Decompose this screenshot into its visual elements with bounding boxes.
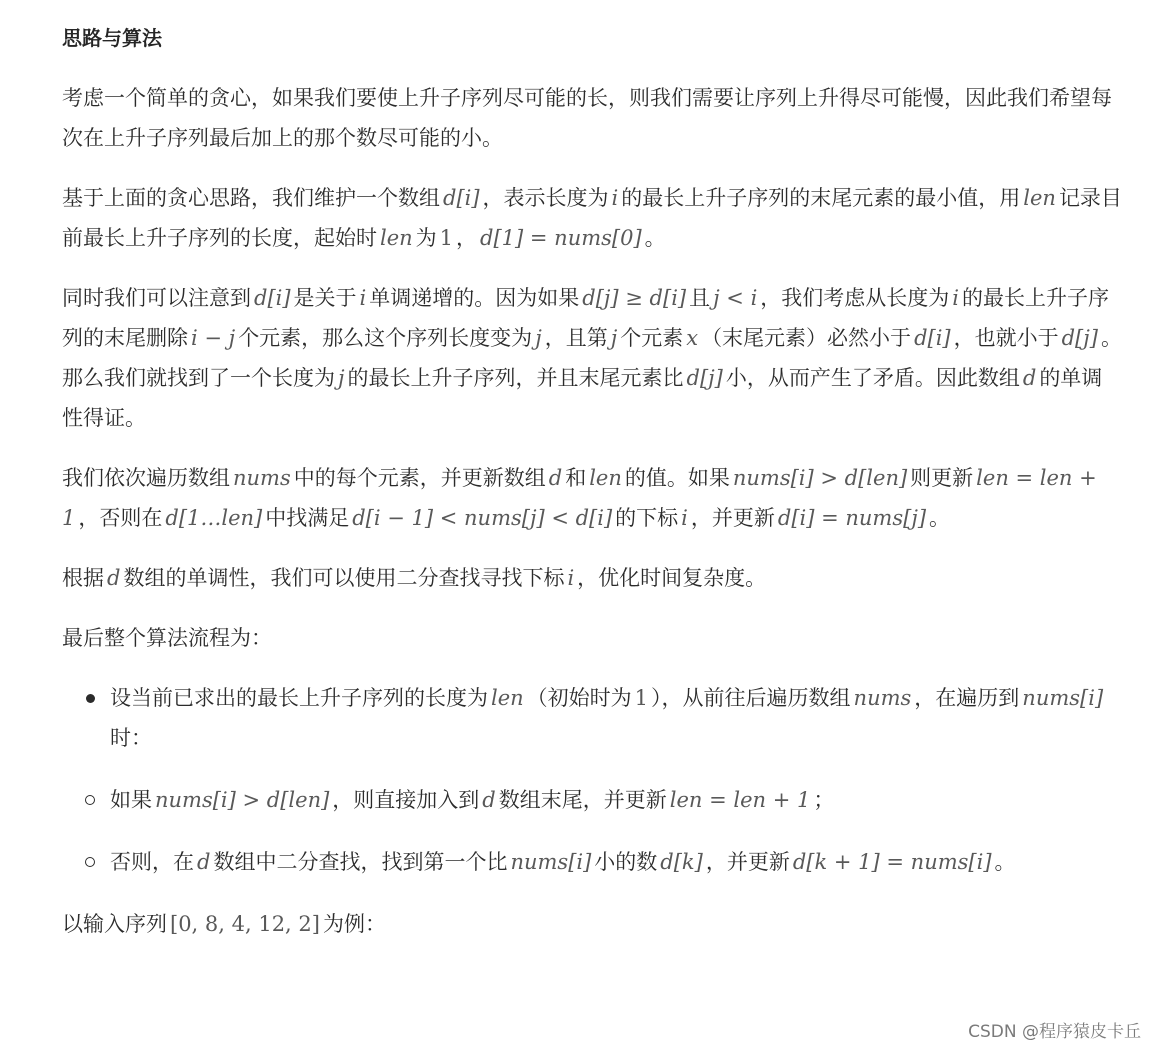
math-expression: d[k + 1] = nums[i] xyxy=(792,850,992,874)
math-expression: len xyxy=(491,686,524,710)
math-expression: nums[i] xyxy=(510,850,592,874)
math-expression: d[j] ≥ d[i] xyxy=(582,286,687,310)
paragraph-binary-search: 根据 d 数组的单调性，我们可以使用二分查找寻找下标 i ，优化时间复杂度。 xyxy=(62,566,767,590)
math-expression: d xyxy=(197,850,211,874)
paragraph-flow-intro: 最后整个算法流程为： xyxy=(62,626,272,650)
bullet-circle-icon xyxy=(85,857,95,867)
math-expression: nums xyxy=(233,466,291,490)
math-expression: i xyxy=(567,566,575,590)
math-expression: d xyxy=(107,566,121,590)
section-heading: 思路与算法 xyxy=(62,26,162,50)
algorithm-steps-list xyxy=(62,678,1122,882)
math-expression: j xyxy=(610,326,618,350)
math-expression: len = len + 1 xyxy=(62,466,1097,530)
math-expression: len xyxy=(1023,186,1056,210)
csdn-watermark: CSDN @程序猿皮卡丘 xyxy=(968,1022,1141,1042)
math-expression: len xyxy=(380,226,413,250)
math-expression: i xyxy=(952,286,960,310)
math-expression: 1 xyxy=(439,226,454,250)
math-expression: i − j xyxy=(191,326,236,350)
math-expression: d[i] xyxy=(914,326,951,350)
paragraph-update-rule: 我们依次遍历数组 nums 中的每个元素，并更新数组 d 和 len 的值。如果 nums[i] > d[len] 则更新 len = len + 1 ，否则在 d[1…len] 中找满足 d[i − 1] < nums[j] < d[i] 的下标 i ，并更新 d[i] = nums[j] 。 xyxy=(62,466,1097,530)
math-expression: d[i] xyxy=(254,286,291,310)
math-expression: d xyxy=(482,788,496,812)
list-item: 否则，在 d 数组中二分查找，找到第一个比 nums[i] 小的数 d[k] ，并更新 d[k + 1] = nums[i] 。 xyxy=(14,842,1122,882)
paragraph-example-intro: 以输入序列 [0, 8, 4, 12, 2] 为例： xyxy=(62,912,386,936)
paragraph-greedy-intro: 考虑一个简单的贪心，如果我们要使上升子序列尽可能的长，则我们需要让序列上升得尽可能慢，因此我们希望每次在上升子序列最后加上的那个数尽可能的小。 xyxy=(62,86,1112,150)
bullet-dot-icon xyxy=(86,694,95,703)
bullet-circle-icon xyxy=(85,795,95,805)
paragraph-array-definition: 基于上面的贪心思路，我们维护一个数组 d[i] ，表示长度为 i 的最长上升子序列的末尾元素的最小值，用 len 记录目前最长上升子序列的长度，起始时 len 为 1 ， d[1] = nums[0] 。 xyxy=(62,186,1122,250)
math-expression: nums[i] > d[len] xyxy=(732,466,908,490)
math-expression: nums[i] xyxy=(1022,686,1104,710)
math-expression: len = len + 1 xyxy=(669,788,811,812)
math-expression: j < i xyxy=(713,286,758,310)
math-expression: d xyxy=(548,466,563,490)
math-expression: i xyxy=(611,186,619,210)
math-expression: i xyxy=(359,286,367,310)
math-expression: x xyxy=(686,326,699,350)
math-expression: nums[i] > d[len] xyxy=(155,788,330,812)
paragraph-monotonicity-proof: 同时我们可以注意到 d[i] 是关于 i 单调递增的。因为如果 d[j] ≥ d[i] 且 j < i ，我们考虑从长度为 i 的最长上升子序列的末尾删除 i − j 个元素，那么这个序列长度变为 j ，且第 j 个元素 x （末尾元素）必然小于 d[i] ，也就小于 d[j] 。那么我们就找到了一个长度为 j 的最长上升子序列，并且末尾元素比 d[j] 小，从而产生了矛盾。因此数组 d 的单调性得证。 xyxy=(62,286,1122,430)
math-expression: d[1…len] xyxy=(165,506,263,530)
math-expression: 1 xyxy=(634,686,649,710)
math-expression: len xyxy=(589,466,622,490)
math-expression: j xyxy=(338,366,345,390)
math-expression: d[k] xyxy=(660,850,703,874)
math-expression: d xyxy=(1022,366,1037,390)
article-body xyxy=(62,22,1122,964)
math-expression: j xyxy=(535,326,542,350)
math-expression: d[i] = nums[j] xyxy=(777,506,927,530)
math-expression: d[j] xyxy=(686,366,723,390)
math-expression: d[1] = nums[0] xyxy=(480,226,642,250)
list-item: 如果 nums[i] > d[len] ，则直接加入到 d 数组末尾，并更新 len = len + 1 ； xyxy=(14,780,1122,820)
math-expression: nums xyxy=(853,686,912,710)
math-expression: [0, 8, 4, 12, 2] xyxy=(170,912,320,936)
math-expression: d[i] xyxy=(443,186,480,210)
math-expression: i xyxy=(681,506,688,530)
math-expression: d[i − 1] < nums[j] < d[i] xyxy=(352,506,613,530)
math-expression: d[j] xyxy=(1061,326,1098,350)
list-item: 设当前已求出的最长上升子序列的长度为 len （初始时为 1 ），从前往后遍历数组 nums ，在遍历到 nums[i]时： xyxy=(62,678,1122,758)
